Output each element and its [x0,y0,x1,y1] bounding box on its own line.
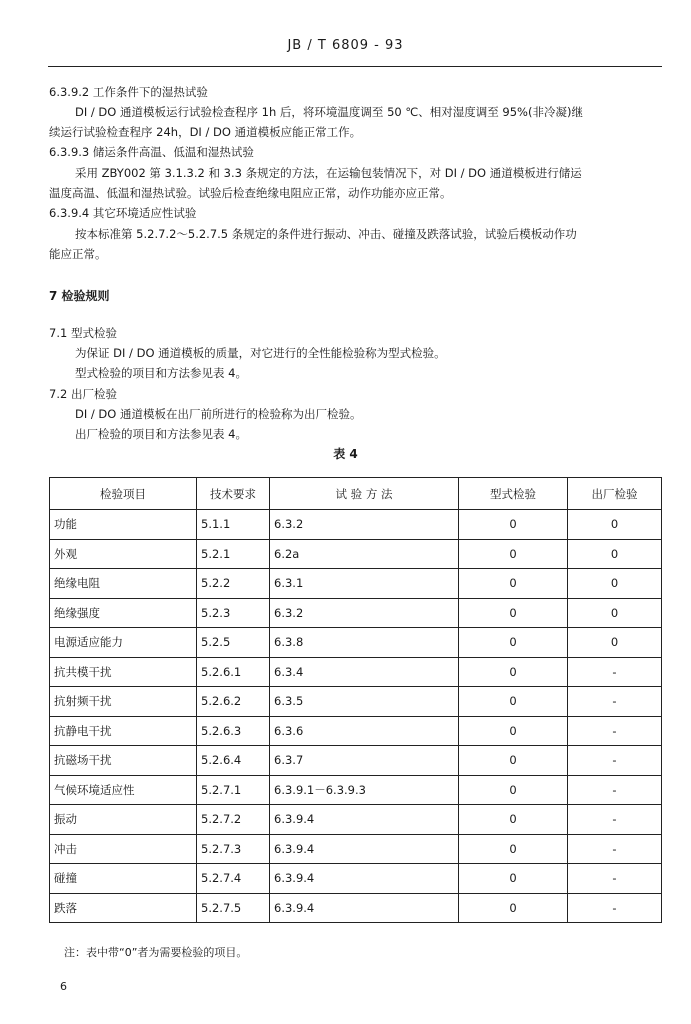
cell-factory-test: 0 [568,598,662,628]
cell-type-test: 0 [459,510,568,540]
cell-factory-test: - [568,687,662,717]
table-row [50,687,662,717]
cell-item: 抗射频干扰 [50,687,197,717]
cell-factory-test: 0 [568,510,662,540]
cell-factory-test: - [568,893,662,923]
table-row [50,834,662,864]
cell-method: 6.3.7 [270,746,459,776]
cell-method: 6.3.9.4 [270,805,459,835]
clause-6-3-9-3-body-1: 采用 ZBY002 第 3.1.3.2 和 3.3 条规定的方法，在运输包装情况下，对 DI / DO 通道模板进行储运 [75,166,582,180]
cell-item: 气候环境适应性 [50,775,197,805]
section-7-2-para-2: 出厂检验的项目和方法参见表 4。 [75,427,247,441]
table-row [50,510,662,540]
clause-6-3-9-4-title: 6.3.9.4 其它环境适应性试验 [49,206,197,220]
cell-type-test: 0 [459,687,568,717]
cell-factory-test: - [568,805,662,835]
cell-method: 6.3.6 [270,716,459,746]
table-row [50,539,662,569]
cell-item: 冲击 [50,834,197,864]
cell-type-test: 0 [459,834,568,864]
table-row [50,864,662,894]
section-7-1-title: 7.1 型式检验 [49,326,117,340]
cell-requirement: 5.2.1 [197,539,270,569]
cell-type-test: 0 [459,716,568,746]
col-header-type-test: 型式检验 [459,478,568,510]
clause-6-3-9-4-body-2: 能应正常。 [49,247,107,261]
cell-requirement: 5.2.7.2 [197,805,270,835]
cell-requirement: 5.2.6.2 [197,687,270,717]
inspection-table [49,477,662,923]
section-7-2-para-1: DI / DO 通道模板在出厂前所进行的检验称为出厂检验。 [75,407,362,421]
cell-item: 绝缘电阻 [50,569,197,599]
table-row [50,893,662,923]
cell-method: 6.3.8 [270,628,459,658]
cell-type-test: 0 [459,864,568,894]
clause-6-3-9-2-body-2: 续运行试验检查程序 24h，DI / DO 通道模板应能正常工作。 [49,125,362,139]
cell-factory-test: - [568,834,662,864]
cell-factory-test: 0 [568,628,662,658]
cell-factory-test: - [568,864,662,894]
cell-type-test: 0 [459,628,568,658]
cell-requirement: 5.2.2 [197,569,270,599]
cell-factory-test: - [568,775,662,805]
cell-item: 绝缘强度 [50,598,197,628]
cell-requirement: 5.2.6.1 [197,657,270,687]
clause-6-3-9-3-body-2: 温度高温、低温和湿热试验。试验后检查绝缘电阻应正常，动作功能亦应正常。 [49,186,452,200]
cell-requirement: 5.2.7.5 [197,893,270,923]
cell-requirement: 5.2.7.1 [197,775,270,805]
table-row [50,598,662,628]
col-header-factory-test: 出厂检验 [568,478,662,510]
table-row [50,628,662,658]
section-7-title: 7 检验规则 [49,289,110,303]
col-header-requirement: 技术要求 [197,478,270,510]
page-number: 6 [60,980,67,993]
cell-requirement: 5.1.1 [197,510,270,540]
cell-requirement: 5.2.6.3 [197,716,270,746]
cell-item: 碰撞 [50,864,197,894]
cell-item: 抗静电干扰 [50,716,197,746]
cell-requirement: 5.2.7.4 [197,864,270,894]
cell-requirement: 5.2.7.3 [197,834,270,864]
section-7-1-para-2: 型式检验的项目和方法参见表 4。 [75,366,247,380]
cell-item: 抗共模干扰 [50,657,197,687]
cell-method: 6.2a [270,539,459,569]
table-row [50,657,662,687]
page-header: JB / T 6809 - 93 [287,38,404,53]
cell-method: 6.3.9.4 [270,834,459,864]
table-row [50,569,662,599]
cell-method: 6.3.9.1－6.3.9.3 [270,775,459,805]
section-7-2-title: 7.2 出厂检验 [49,387,117,401]
section-7-1-para-1: 为保证 DI / DO 通道模板的质量，对它进行的全性能检验称为型式检验。 [75,346,446,360]
cell-factory-test: 0 [568,569,662,599]
cell-item: 电源适应能力 [50,628,197,658]
col-header-method: 试 验 方 法 [270,478,459,510]
cell-method: 6.3.2 [270,598,459,628]
clause-6-3-9-2-title: 6.3.9.2 工作条件下的湿热试验 [49,85,208,99]
clause-6-3-9-2-body-1: DI / DO 通道模板运行试验检查程序 1h 后，将环境温度调至 50 ℃、相对湿度调至 95%(非冷凝)继 [75,105,583,119]
table-row [50,746,662,776]
cell-factory-test: - [568,716,662,746]
cell-item: 振动 [50,805,197,835]
cell-type-test: 0 [459,775,568,805]
col-header-item: 检验项目 [50,478,197,510]
cell-method: 6.3.2 [270,510,459,540]
cell-type-test: 0 [459,805,568,835]
cell-method: 6.3.5 [270,687,459,717]
cell-factory-test: - [568,746,662,776]
cell-type-test: 0 [459,893,568,923]
cell-type-test: 0 [459,539,568,569]
cell-requirement: 5.2.5 [197,628,270,658]
cell-item: 外观 [50,539,197,569]
header-rule [48,66,662,67]
cell-method: 6.3.4 [270,657,459,687]
cell-method: 6.3.9.4 [270,893,459,923]
cell-type-test: 0 [459,569,568,599]
cell-requirement: 5.2.3 [197,598,270,628]
cell-factory-test: 0 [568,539,662,569]
table-row [50,716,662,746]
cell-requirement: 5.2.6.4 [197,746,270,776]
table-row [50,805,662,835]
cell-item: 抗磁场干扰 [50,746,197,776]
cell-type-test: 0 [459,657,568,687]
cell-item: 跌落 [50,893,197,923]
cell-type-test: 0 [459,598,568,628]
table-caption: 表 4 [333,447,358,461]
cell-item: 功能 [50,510,197,540]
cell-type-test: 0 [459,746,568,776]
table-row [50,775,662,805]
clause-6-3-9-4-body-1: 按本标准第 5.2.7.2～5.2.7.5 条规定的条件进行振动、冲击、碰撞及跌落试验，试验后模板动作功 [75,227,577,241]
cell-method: 6.3.9.4 [270,864,459,894]
table-header-row [50,478,662,510]
table-note: 注：表中带“0”者为需要检验的项目。 [64,946,248,959]
cell-method: 6.3.1 [270,569,459,599]
clause-6-3-9-3-title: 6.3.9.3 储运条件高温、低温和湿热试验 [49,145,254,159]
cell-factory-test: - [568,657,662,687]
